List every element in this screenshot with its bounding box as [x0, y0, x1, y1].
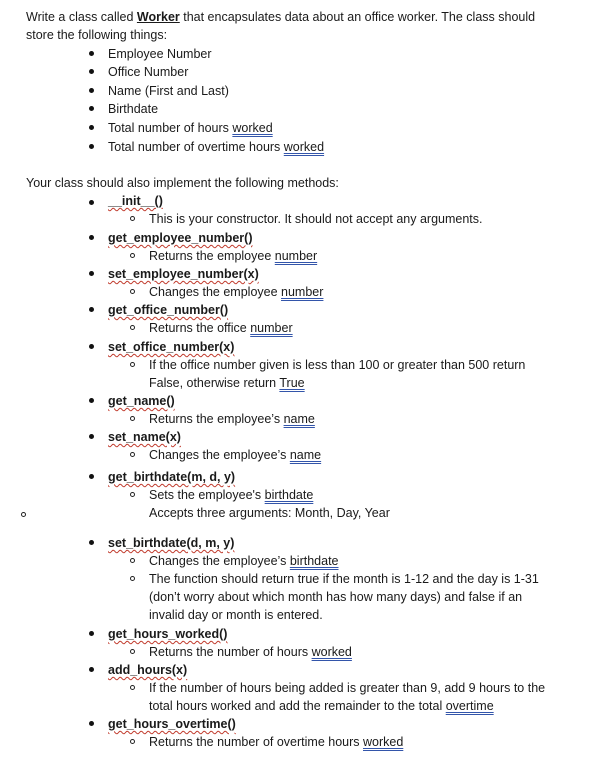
desc-link: worked: [311, 645, 352, 659]
field-item: Name (First and Last): [108, 84, 229, 98]
bullet-icon: [89, 398, 94, 403]
bullet-icon: [89, 434, 94, 439]
method-desc: [149, 552, 339, 570]
sub-bullet-icon: [130, 216, 135, 221]
field-item: Birthdate: [108, 102, 159, 116]
method-desc: [149, 446, 321, 464]
desc-text: False, otherwise return: [149, 376, 280, 390]
desc-link: worked: [363, 735, 404, 749]
bullet-icon: [89, 307, 94, 312]
desc-link: number: [281, 285, 324, 299]
method-desc: If the office number given is less than 100 or greater than 500 return: [149, 358, 526, 372]
method-desc: The function should return true if the month is 1-12 and the day is 1-31: [149, 572, 539, 586]
sub-bullet-icon: [130, 362, 135, 367]
sub-bullet-icon: [130, 416, 135, 421]
sub-bullet-icon: [130, 253, 135, 258]
field-link: worked: [283, 140, 325, 154]
method-desc: [149, 410, 315, 428]
method-get-name: get_name(): [108, 394, 175, 408]
desc-link: birthdate: [289, 554, 339, 568]
bullet-icon: [89, 474, 94, 479]
field-item: [108, 138, 324, 156]
desc-text: total hours worked and add the remainder to the total: [149, 699, 446, 713]
bullet-icon: [89, 88, 94, 93]
desc-text: Returns the office: [149, 321, 251, 335]
field-text: Total number of overtime hours: [108, 140, 284, 154]
method-desc: [149, 733, 403, 751]
sub-bullet-icon: [130, 739, 135, 744]
method-add-hours: add_hours(x): [108, 663, 188, 677]
bullet-icon: [89, 106, 94, 111]
method-get-employee-number: get_employee_number(): [108, 231, 253, 245]
field-link: worked: [232, 121, 273, 135]
intro-line-1: [26, 8, 535, 26]
stray-sub-bullet-icon: [21, 512, 26, 517]
desc-text: Returns the employee: [149, 249, 275, 263]
method-desc-cont: (don’t worry about which month has how many days) and false if an: [149, 590, 523, 604]
methods-intro: Your class should also implement the following methods:: [26, 176, 339, 190]
method-set-birthdate: set_birthdate(d, m, y): [108, 536, 235, 550]
bullet-icon: [89, 721, 94, 726]
desc-text: Returns the employee’s: [149, 412, 284, 426]
field-item: [108, 119, 273, 137]
method-desc: [149, 486, 313, 504]
bullet-icon: [89, 69, 94, 74]
bullet-icon: [89, 344, 94, 349]
desc-text: Changes the employee: [149, 285, 282, 299]
sub-bullet-icon: [130, 649, 135, 654]
method-get-hours-overtime: get_hours_overtime(): [108, 717, 236, 731]
sub-bullet-icon: [130, 685, 135, 690]
desc-link: name: [283, 412, 315, 426]
desc-text: Changes the employee’s: [149, 554, 290, 568]
field-item: Office Number: [108, 65, 189, 79]
method-desc: [149, 319, 293, 337]
bullet-icon: [89, 271, 94, 276]
method-set-office-number: set_office_number(x): [108, 340, 235, 354]
sub-bullet-icon: [130, 492, 135, 497]
intro-pre: Write a class called: [26, 10, 137, 24]
desc-link: overtime: [445, 699, 494, 713]
method-desc-cont: invalid day or month is entered.: [149, 608, 323, 622]
bullet-icon: [89, 631, 94, 636]
desc-link: birthdate: [264, 488, 314, 502]
desc-link: True: [279, 376, 305, 390]
field-item: Employee Number: [108, 47, 212, 61]
method-get-office-number: get_office_number(): [108, 303, 229, 317]
bullet-icon: [89, 200, 94, 205]
method-desc: If the number of hours being added is greater than 9, add 9 hours to the: [149, 681, 546, 695]
desc-link: number: [274, 249, 318, 263]
sub-bullet-icon: [130, 558, 135, 563]
sub-bullet-icon: [130, 576, 135, 581]
desc-text: Returns the number of overtime hours: [149, 735, 363, 749]
method-desc: [149, 643, 352, 661]
desc-link: number: [250, 321, 293, 335]
bullet-icon: [89, 540, 94, 545]
desc-link: name: [289, 448, 322, 462]
sub-bullet-icon: [130, 289, 135, 294]
method-set-employee-number: set_employee_number(x): [108, 267, 259, 281]
method-desc: [149, 283, 323, 301]
sub-bullet-icon: [130, 325, 135, 330]
desc-text: Sets the employee's: [149, 488, 265, 502]
sub-bullet-icon: [130, 452, 135, 457]
bullet-icon: [89, 144, 94, 149]
method-init-desc: This is your constructor. It should not accept any arguments.: [149, 212, 483, 226]
method-desc: [149, 247, 317, 265]
method-desc-cont: [149, 697, 494, 715]
method-get-hours-worked: get_hours_worked(): [108, 627, 228, 641]
intro-post: that encapsulates data about an office worker. The class should: [179, 10, 536, 24]
method-get-birthdate: get_birthdate(m, d, y): [108, 470, 236, 484]
bullet-icon: [89, 125, 94, 130]
bullet-icon: [89, 667, 94, 672]
field-text: Total number of hours: [108, 121, 233, 135]
bullet-icon: [89, 51, 94, 56]
method-set-name: set_name(x): [108, 430, 181, 444]
desc-text: Changes the employee’s: [149, 448, 290, 462]
bullet-icon: [89, 235, 94, 240]
method-desc-cont: Accepts three arguments: Month, Day, Year: [149, 506, 390, 520]
intro-line-2: store the following things:: [26, 28, 168, 42]
method-desc-cont: [149, 374, 305, 392]
class-name: Worker: [136, 10, 180, 24]
method-init: __init__(): [108, 194, 163, 208]
desc-text: Returns the number of hours: [149, 645, 312, 659]
